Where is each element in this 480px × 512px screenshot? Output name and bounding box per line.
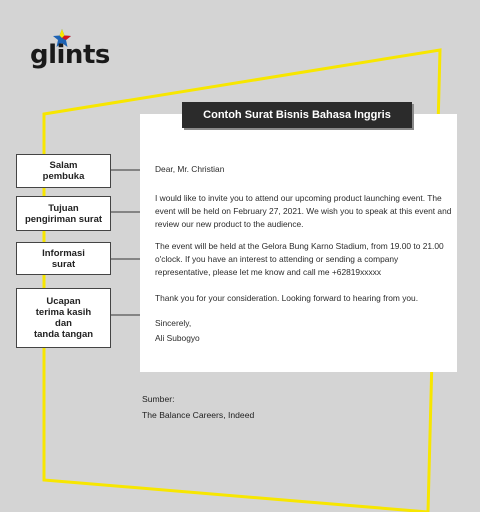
letter-information: The event will be held at the Gelora Bung Karno Stadium, from 19.00 to 21.00 o'clock. If you have an interest to attending or sending a company representative, please let me know and call me +62819xxxxx [155, 241, 444, 277]
letter-title: Contoh Surat Bisnis Bahasa Inggris [182, 102, 412, 128]
brand-logo: glints [30, 40, 110, 70]
letter-closing: Sincerely, [155, 318, 192, 328]
label-purpose: Tujuan pengiriman surat [16, 196, 111, 231]
label-closing: Ucapan terima kasih dan tanda tangan [16, 288, 111, 348]
source-text: The Balance Careers, Indeed [142, 410, 255, 420]
letter-thanks: Thank you for your consideration. Looking forward to hearing from you. [155, 293, 419, 303]
label-information: Informasi surat [16, 242, 111, 275]
source-heading: Sumber: [142, 394, 175, 404]
letter-signature: Ali Subogyo [155, 333, 200, 343]
label-greeting: Salam pembuka [16, 154, 111, 188]
letter-purpose: I would like to invite you to attend our upcoming product launching event. The event will be held on February 27, 2021. We wish you to speak at this event and review our new product to the audience. [155, 193, 452, 229]
letter-greeting: Dear, Mr. Christian [155, 164, 225, 174]
